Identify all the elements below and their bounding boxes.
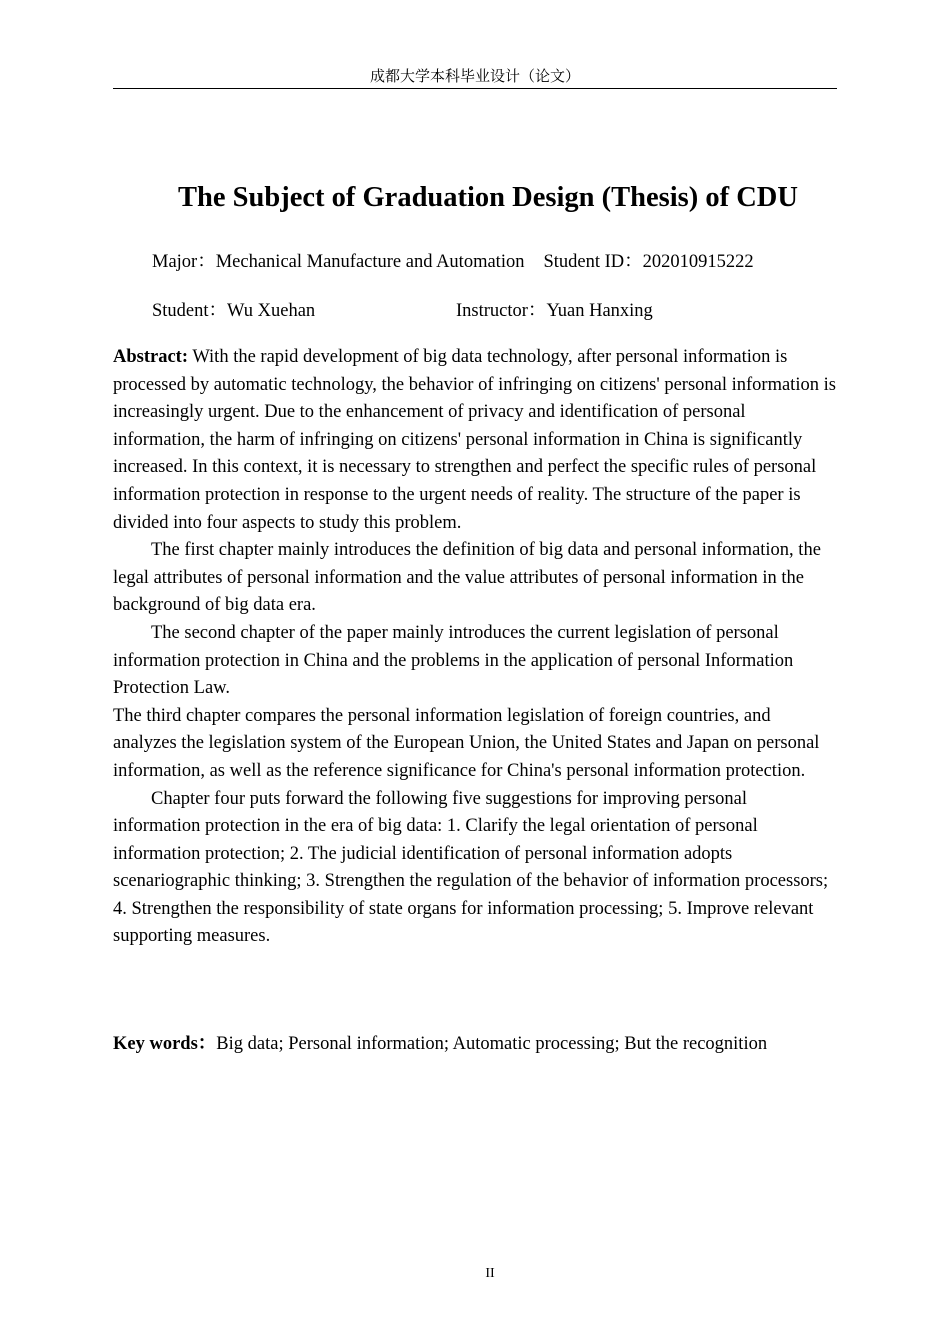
instructor-label: Instructor： xyxy=(456,301,547,321)
instructor-value: Yuan Hanxing xyxy=(546,301,653,321)
student-id-label: Student ID： xyxy=(543,252,643,272)
abstract-chapter3-paragraph: The third chapter compares the personal information legislation of foreign countries, and analyzes the legislation system of the European Union, the United States and Japan on personal information, as well as the reference significance for China's personal information protection. xyxy=(113,705,820,781)
abstract-chapter1-paragraph: The first chapter mainly introduces the definition of big data and personal information, the legal attributes of personal information and the value attributes of personal information in the background of big data era. xyxy=(113,540,821,616)
student-label: Student： xyxy=(152,301,228,321)
abstract-intro-paragraph xyxy=(113,344,837,537)
abstract-label: Abstract: xyxy=(113,347,189,367)
student-id-value: 202010915222 xyxy=(642,252,754,272)
keywords-label: Key words： xyxy=(113,1034,217,1054)
abstract-chapter2-paragraph: The second chapter of the paper mainly introduces the current legislation of personal information protection in China and the problems in the application of personal Information Protection Law. xyxy=(113,622,794,699)
instructor-line xyxy=(456,299,653,323)
student-line xyxy=(152,299,315,323)
running-header: 成都大学本科毕业设计（论文） xyxy=(369,67,580,85)
abstract-chapter4-paragraph: Chapter four puts forward the following five suggestions for improving personal information protection in the era of big data: 1. Clarify the legal orientation of personal information protection; 2. The judicial identification of personal information adopts scenariographic thinking; 3. Strengthen the regulation of the behavior of information processors; 4. Strengthen the responsibility of state organs for information processing; 5. Improve relevant supporting measures. xyxy=(113,788,829,947)
page-number: II xyxy=(485,1266,495,1281)
abstract-intro-text: With the rapid development of big data technology, after personal information is processed by automatic technology, the behavior of infringing on citizens' personal information is increasingly urgent. Due to the enhancement of privacy and identification of personal information, the harm of infringing on citizens' personal information in China is significantly increased. In this context, it is necessary to strengthen and perfect the specific rules of personal information protection in response to the urgent needs of reality. The structure of the paper is divided into four aspects to study this problem. xyxy=(113,347,836,533)
thesis-title: The Subject of Graduation Design (Thesis) of CDU xyxy=(178,182,798,213)
major-label: Major： xyxy=(152,252,216,272)
major-value: Mechanical Manufacture and Automation xyxy=(215,252,525,272)
keywords-value: Big data; Personal information; Automatic processing; But the recognition xyxy=(216,1034,768,1054)
header-divider xyxy=(113,88,837,89)
major-student-id-line xyxy=(152,250,754,274)
keywords-line xyxy=(113,1031,767,1059)
student-value: Wu Xuehan xyxy=(227,301,316,321)
abstract-section xyxy=(113,344,837,951)
